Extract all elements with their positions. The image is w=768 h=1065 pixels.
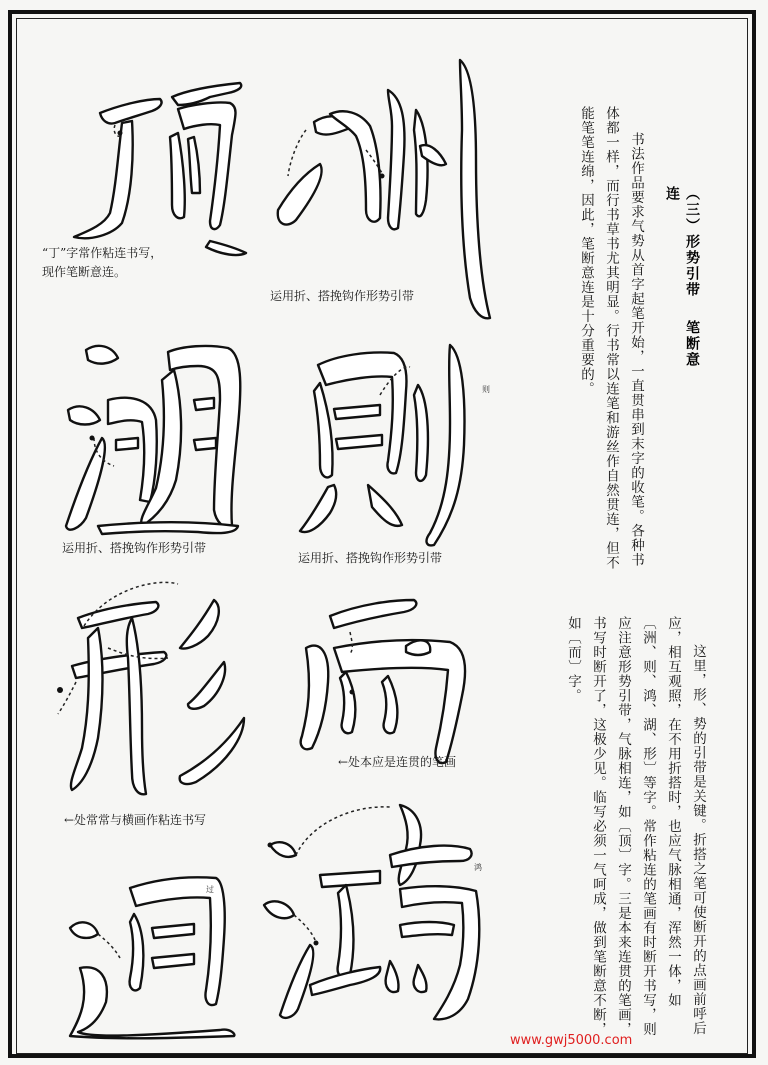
glyph-xing: [48, 578, 258, 798]
caption-ze: 运用折、搭挽钩作形势引带: [298, 551, 443, 565]
glyph-hong: [250, 785, 490, 1025]
glyph-zhou: [270, 50, 500, 320]
glyph-er: [290, 592, 520, 767]
glyph-hu: [58, 330, 258, 535]
watermark: www.gwj5000.com: [510, 1033, 633, 1048]
char-label-hong: 鸿: [474, 863, 482, 872]
caption-er: ←处本应是连贯的笔画: [338, 755, 457, 769]
char-label-guo: 过: [206, 885, 214, 894]
char-label-ze: 则: [482, 385, 490, 394]
caption-hu: 运用折、搭挽钩作形势引带: [62, 541, 207, 555]
glyph-ze: [298, 335, 488, 550]
caption-zhou: 运用折、搭挽钩作形势引带: [270, 289, 415, 303]
glyph-ding: [60, 75, 255, 255]
paragraph-examples: 这里，形、势的引带是关键。折搭之笔可使断开的点画前呼后应，相互观照，在不用折搭时，也应气脉相通，浑然一体，如〔洲、则、鸿、湖、形〕等字。常作粘连的笔画有时断开书写，则应注意形势引带，气脉相连，如〔顶〕字。三是本来连贯的笔画，书写时断开了，这极少见。临写必须一气呵成，做到笔断意不断，如〔而〕字。: [565, 616, 706, 1037]
section-heading: （三）形势引带笔断意连: [664, 186, 700, 368]
caption-xing: ←处常常与横画作粘连书写: [64, 813, 207, 827]
paragraph-intro: 书法作品要求气势从首字起笔开始，一直贯串到末字的收笔。各种书体都一样，而行书草书尤其明显。行书常以连笔和游丝作自然贯连，但不能笔笔连绵，因此，笔断意连是十分重要的。: [578, 106, 644, 570]
caption-ding: “丁”字常作粘连书写，现作笔断意连。: [42, 246, 163, 279]
